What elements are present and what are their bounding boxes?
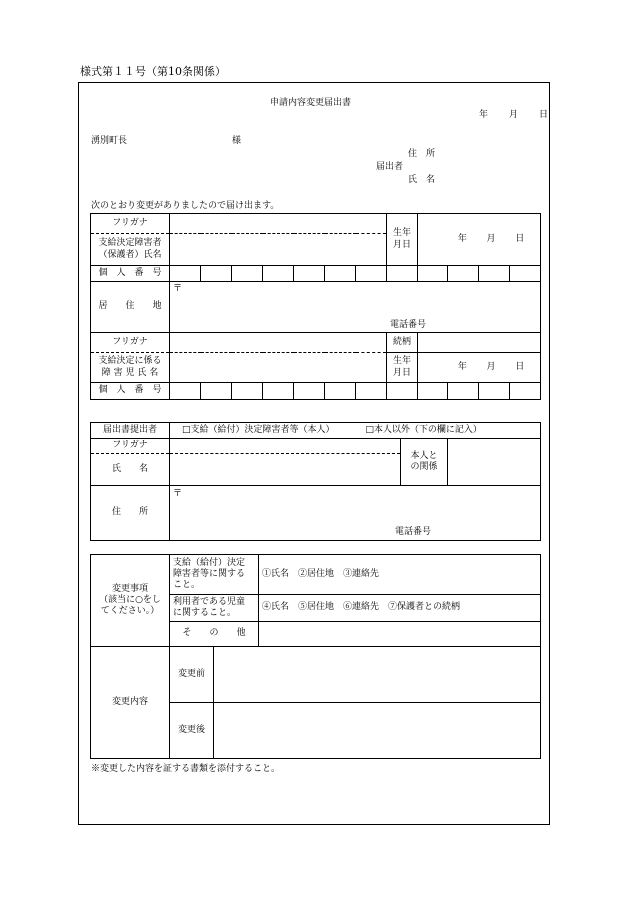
submitter-option-other[interactable]: □本人以外（下の欄に記入）	[365, 424, 482, 435]
personal-number2-digit[interactable]	[418, 383, 448, 400]
holder-name-field[interactable]	[170, 234, 387, 266]
submitter-relation-label-2: の関係	[410, 462, 438, 472]
submitter-relation-label-1: 本人と	[410, 450, 438, 461]
submitter-furigana-label: フリガナ	[91, 439, 170, 454]
other-field[interactable]	[259, 622, 541, 647]
honorific: 様	[232, 136, 242, 146]
notifier-address-label: 住 所	[408, 149, 436, 159]
holder-name-label-1: 支給決定障害者	[98, 238, 162, 249]
furigana2-label: フリガナ	[91, 333, 170, 353]
personal-number2-digit[interactable]	[201, 383, 232, 400]
birth-label-2: 月日	[393, 239, 412, 250]
notifier-name-label: 氏 名	[408, 175, 436, 185]
change-item-label-1: 変更事項	[111, 583, 148, 594]
residence-field[interactable]	[170, 282, 541, 333]
personal-number2-digit[interactable]	[232, 383, 263, 400]
child-name-field[interactable]	[170, 353, 387, 383]
personal-number-row	[91, 266, 541, 282]
change-content-label: 変更内容	[91, 647, 170, 759]
personal-number2-row	[91, 383, 541, 400]
submitter-table	[90, 422, 541, 541]
furigana-label: フリガナ	[91, 214, 170, 234]
notifier-label: 届出者	[376, 162, 404, 172]
personal-number2-label: 個 人 番 号	[91, 383, 170, 400]
change-item-label-2: （該当に○をし	[99, 594, 161, 605]
child-birth-day: 日	[515, 361, 525, 372]
birth-date-field[interactable]	[418, 214, 541, 266]
submitter-phone-label: 電話番号	[395, 527, 432, 537]
personal-number2-digit[interactable]	[479, 383, 510, 400]
child-birth-date-field[interactable]	[418, 353, 541, 383]
submitter-furigana-field[interactable]	[170, 439, 401, 454]
furigana-field[interactable]	[170, 214, 387, 234]
date-day: 日	[539, 110, 549, 120]
relation-label: 続柄	[387, 333, 418, 353]
after-label: 変更後	[170, 703, 214, 759]
submitter-name-field[interactable]	[170, 454, 401, 486]
submitter-name-label: 氏 名	[91, 454, 170, 486]
personal-number2-digit[interactable]	[510, 383, 541, 400]
submitter-postal-mark: 〒	[173, 489, 183, 499]
birth-label-1: 生年	[393, 228, 412, 239]
birth2-label-1: 生年	[393, 356, 412, 367]
category2-options[interactable]: ④氏名 ⑤居住地 ⑥連絡先 ⑦保護者との続柄	[259, 595, 541, 622]
footnote: ※変更した内容を証する書類を添付すること。	[91, 764, 281, 774]
personal-number-digit[interactable]	[356, 266, 387, 282]
before-field[interactable]	[214, 647, 541, 703]
category1-label-1: 支給（給付）決定	[173, 557, 246, 568]
holder-name-label-2: （保護者）氏名	[98, 249, 162, 260]
submitter-address-field[interactable]	[170, 486, 541, 541]
personal-number-digit[interactable]	[387, 266, 418, 282]
before-label: 変更前	[170, 647, 214, 703]
personal-number2-digit[interactable]	[387, 383, 418, 400]
personal-number-digit[interactable]	[479, 266, 510, 282]
submitter-label: 届出書提出者	[91, 423, 170, 439]
personal-number2-digit[interactable]	[294, 383, 325, 400]
personal-number-digit[interactable]	[201, 266, 232, 282]
change-item-label-3: てください。）	[100, 606, 160, 617]
personal-number2-digit[interactable]	[448, 383, 479, 400]
birth2-label-2: 月日	[393, 367, 412, 378]
residence-postal-mark: 〒	[173, 284, 183, 294]
personal-number2-digit[interactable]	[325, 383, 356, 400]
change-table	[90, 554, 541, 759]
date-year: 年	[479, 110, 489, 120]
submitter-option-self[interactable]: □支給（給付）決定障害者等（本人）	[182, 424, 335, 435]
submitter-address-label: 住 所	[91, 486, 170, 541]
birth-year: 年	[457, 233, 467, 244]
form-title: 申請内容変更届出書	[270, 98, 352, 108]
personal-number-digit[interactable]	[170, 266, 201, 282]
child-birth-month: 月	[486, 361, 496, 372]
category1-options[interactable]: ①氏名 ②居住地 ③連絡先	[259, 555, 541, 595]
personal-number-digit[interactable]	[418, 266, 448, 282]
personal-number-digit[interactable]	[448, 266, 479, 282]
personal-number-digit[interactable]	[510, 266, 541, 282]
category1-label-2: 障害者等に関する	[173, 568, 246, 579]
date-month: 月	[509, 110, 519, 120]
personal-number-digit[interactable]	[232, 266, 263, 282]
personal-number-digit[interactable]	[294, 266, 325, 282]
category2-label-1: 利用者である児童	[173, 596, 246, 607]
personal-number-label: 個 人 番 号	[91, 266, 170, 282]
category1-label-3: こと。	[173, 580, 201, 591]
birth-month: 月	[486, 233, 496, 244]
child-birth-year: 年	[457, 361, 467, 372]
personal-number-digit[interactable]	[263, 266, 294, 282]
addressee: 湧別町長	[91, 136, 128, 146]
child-name-label-2: 障 害 児 氏 名	[101, 367, 159, 378]
personal-number2-digit[interactable]	[170, 383, 201, 400]
relation-field[interactable]	[418, 333, 541, 353]
personal-number-digit[interactable]	[325, 266, 356, 282]
submitter-relation-field[interactable]	[448, 439, 541, 486]
birth-day: 日	[515, 233, 525, 244]
residence-phone-label: 電話番号	[390, 320, 427, 330]
applicant-table	[90, 213, 541, 400]
other-label: そ の 他	[170, 622, 259, 647]
intro-text: 次のとおり変更がありましたので届け出ます。	[91, 201, 280, 211]
personal-number2-digit[interactable]	[356, 383, 387, 400]
category2-label-2: に関すること。	[173, 608, 237, 618]
furigana2-field[interactable]	[170, 333, 387, 353]
residence-label: 居 住 地	[91, 282, 170, 333]
after-field[interactable]	[214, 703, 541, 759]
personal-number2-digit[interactable]	[263, 383, 294, 400]
form-number: 様式第１１号（第10条関係）	[80, 65, 226, 78]
child-name-label-1: 支給決定に係る	[98, 356, 162, 367]
